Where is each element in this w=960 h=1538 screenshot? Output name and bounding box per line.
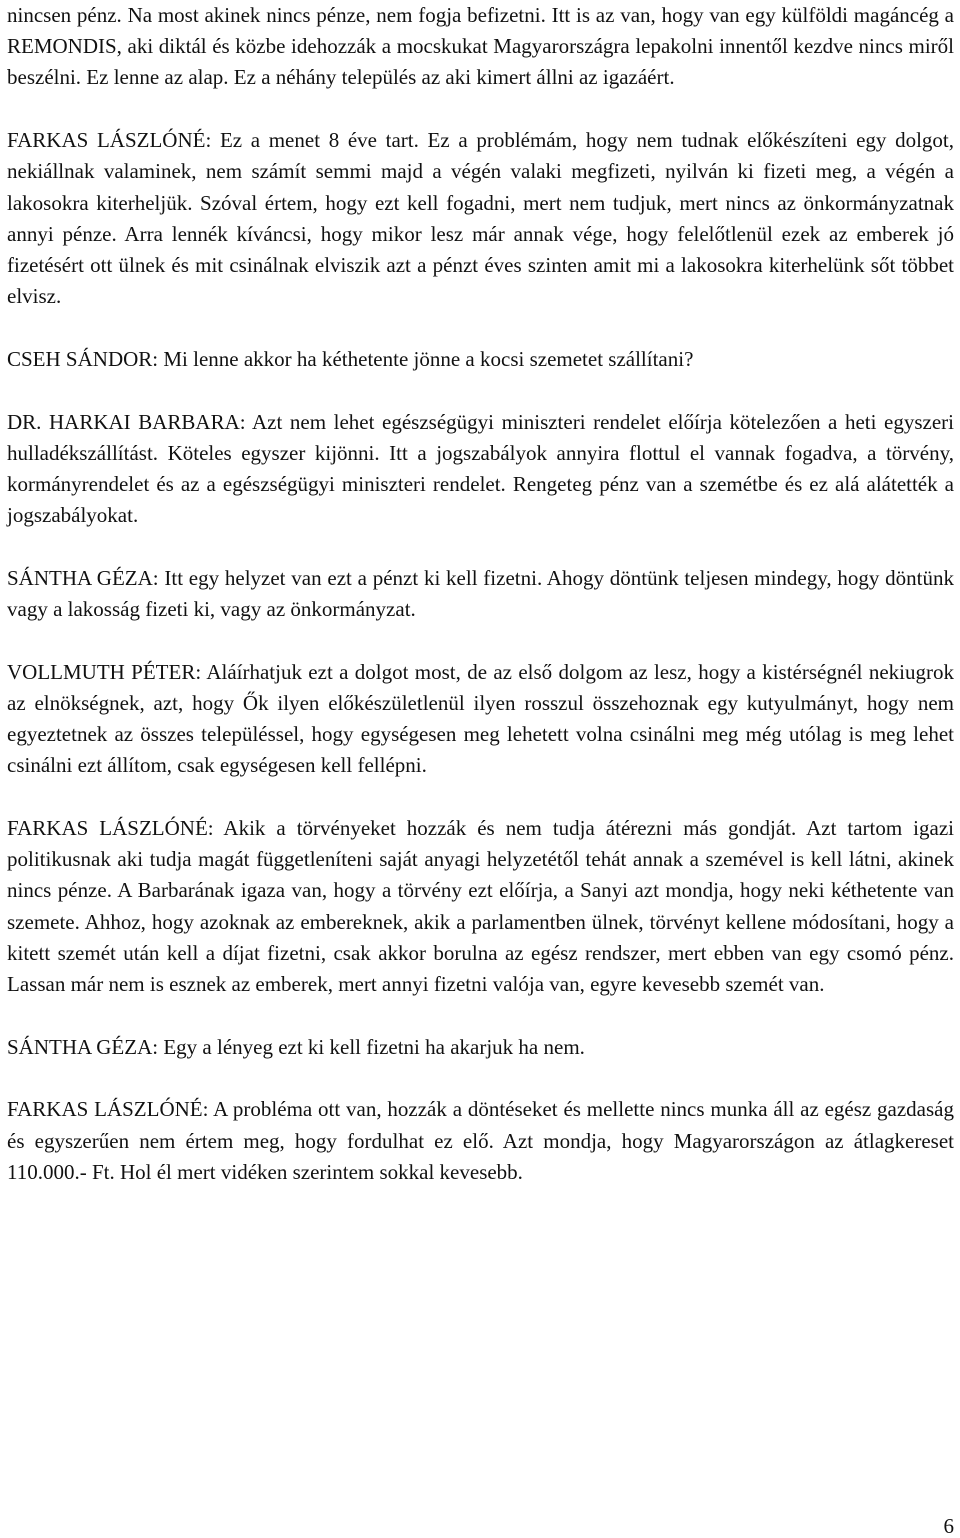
paragraph-gap [7, 1000, 954, 1032]
paragraph-gap [7, 375, 954, 407]
page-number: 6 [943, 1514, 954, 1538]
paragraph-gap [7, 782, 954, 814]
paragraph-opening: nincsen pénz. Na most akinek nincs pénze, nem fogja befizetni. Itt is az van, hogy van egy külföldi magáncég a REMONDIS, aki diktál és közbe idehozzák a mocskukat Magyarországra lepakolni innentől kezdve nincs miről beszélni. Ez lenne az alap. Ez a néhány település az aki kimert állni az igazáért. [7, 3, 954, 90]
paragraph-farkas-3: FARKAS LÁSZLÓNÉ: A probléma ott van, hozzák a döntéseket és mellette nincs munka áll az egész gazdaság és egyszerűen nem értem meg, hogy fordulhat ez elő. Azt mondja, hogy Magyarországon az átlagkereset 110.000.- Ft. Hol él mert vidéken szerintem sokkal kevesebb. [7, 1097, 954, 1184]
paragraph-santha-2: SÁNTHA GÉZA: Egy a lényeg ezt ki kell fizetni ha akarjuk ha nem. [7, 1034, 585, 1059]
paragraph-gap [7, 625, 954, 657]
paragraph-gap [7, 531, 954, 563]
paragraph-santha-1: SÁNTHA GÉZA: Itt egy helyzet van ezt a pénzt ki kell fizetni. Ahogy döntünk teljesen mindegy, hogy döntünk vagy a lakosság fizeti ki, vagy az önkormányzat. [7, 565, 954, 622]
paragraph-cseh: CSEH SÁNDOR: Mi lenne akkor ha kéthetente jönne a kocsi szemetet szállítani? [7, 346, 694, 371]
paragraph-harkai: DR. HARKAI BARBARA: Azt nem lehet egészségügyi miniszteri rendelet előírja kötelezően a heti egyszeri hulladékszállítást. Köteles egyszer kijönni. Itt a jogszabályok annyira flottul el vannak fogadva, a törvény, kormányrendelet és az a egészségügyi miniszteri rendelet. Rengeteg pénz van a szemétbe és ez alá alátették a jogszabályokat. [7, 409, 954, 528]
paragraph-vollmuth: VOLLMUTH PÉTER: Aláírhatjuk ezt a dolgot most, de az első dolgom az lesz, hogy a kistérségnél nekiugrok az elnökségnek, azt, hogy Ők ilyen előkészületlenül ilyen rosszul összehoznak egy kutyulmányt, hogy nem egyeztetnek az összes településsel, hogy egységesen meg lehetett volna csinálni meg még utólag is meg lehet csinálni ezt állítom, csak egységesen kell fellépni. [7, 659, 954, 778]
paragraph-gap [7, 312, 954, 344]
document-body [7, 0, 954, 1188]
paragraph-farkas-1: FARKAS LÁSZLÓNÉ: Ez a menet 8 éve tart. Ez a problémám, hogy nem tudnak előkészíteni egy dolgot, nekiállnak valaminek, nem számít semmi majd a végén valaki megfizeti, nyilván ki fizeti meg, a végén a lakosokra kiterheljük. Szóval értem, hogy ezt kell fogadni, mert nem tudjuk, mert nincs az önkormányzatnak annyi pénze. Arra lennék kíváncsi, hogy mikor lesz már annak vége, hogy felelőtlenül ezek az emberek jó fizetésért ott ülnek és mit csinálnak elviszik azt a pénzt éves szinten amit mi a lakosokra kiterhelünk sőt többet elvisz. [7, 128, 954, 309]
paragraph-farkas-2: FARKAS LÁSZLÓNÉ: Akik a törvényeket hozzák és nem tudja átérezni más gondját. Azt tartom igazi politikusnak aki tudja magát függetleníteni saját anyagi helyzetétől tehát annak a szemével is kell látni, akinek nincs pénze. A Barbarának igaza van, hogy a törvény ezt előírja, a Sanyi azt mondja, hogy neki kéthetente van szemete. Ahhoz, hogy azoknak az embereknek, akik a parlamentben ülnek, törvényt kellene módosítani, hogy a kitett szemét után kell a díjat fizetni, csak akkor borulna az egész rendszer, mert ebben van egy csomó pénz. Lassan már nem is esznek az emberek, mert annyi fizetni valója van, egyre kevesebb szemét van. [7, 816, 954, 997]
paragraph-gap [7, 1063, 954, 1095]
paragraph-gap [7, 94, 954, 126]
